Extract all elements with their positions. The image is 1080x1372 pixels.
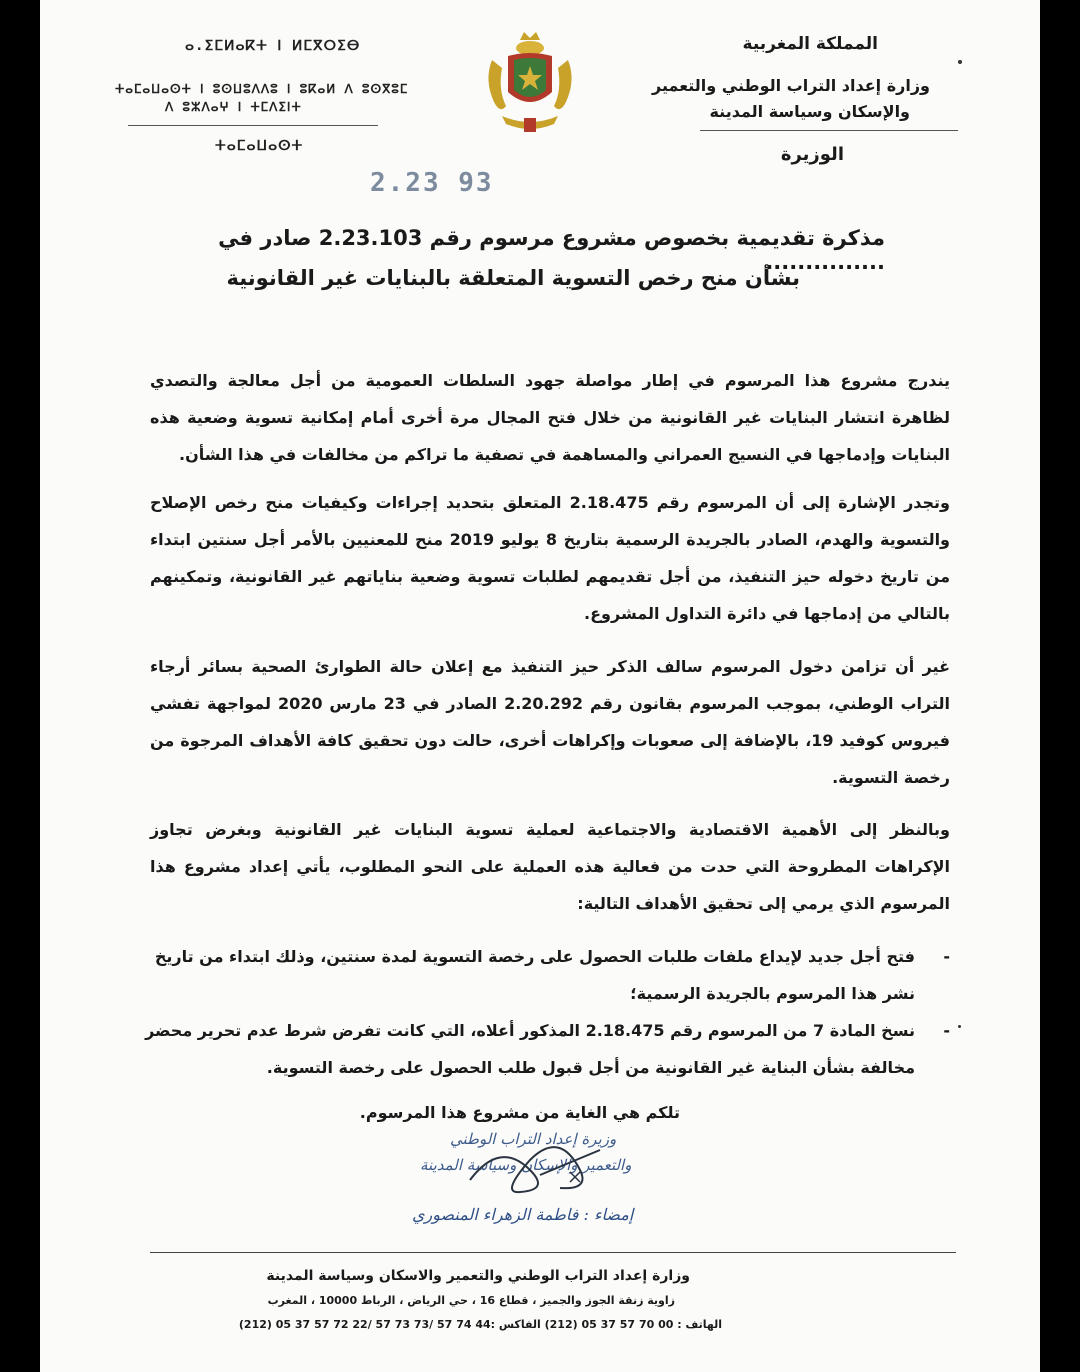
bullet-text: فتح أجل جديد لإيداع ملفات طلبات الحصول على رخصة التسوية لمدة سنتين، وذلك ابتداء من تاريخ نشر هذا المرسوم بالجريدة الرسمية؛ [154,947,915,1003]
coat-of-arms-icon [480,30,580,140]
footer-address: زاوية زنقة الجوز والجميز ، قطاع 16 ، حي الرياض ، الرباط 10000 ، المغرب [267,1294,675,1307]
document-title-line1: مذكرة تقديمية بخصوص مشروع مرسوم رقم 2.23.103 صادر في ............... [218,226,885,274]
paragraph-3: غير أن تزامن دخول المرسوم سالف الذكر حيز التنفيذ مع إعلان حالة الطوارئ الصحية بسائر أرجاء التراب الوطني، بموجب المرسوم بقانون رقم 2.20.292 الصادر في 23 مارس 2020 لمواجهة تفشي فيروس كوفيد 19، بالإضافة إلى صعوبات وإكراهات أخرى، حالت دون تحقيق كافة الأهداف المرجوة من رخصة التسوية. [150,657,951,787]
bullet-item-2 [140,1012,950,1086]
scan-speck [958,1025,961,1028]
closing-sentence: تلكم هي الغاية من مشروع هذا المرسوم. [359,1103,680,1122]
signer-name: إمضاء : فاطمة الزهراء المنصوري [412,1205,634,1224]
bullet-text: نسخ المادة 7 من المرسوم رقم 2.18.475 المذكور أعلاه، التي كانت تفرض شرط عدم تحرير محضر مخالفة بشأن البناية غير القانونية من أجل قبول طلب الحصول على رخصة التسوية. [145,1021,915,1077]
paragraph-1: يندرج مشروع هذا المرسوم في إطار مواصلة جهود السلطات العمومية من أجل معالجة والتصدي لظاهرة انتشار البنايات غير القانونية من خلال فتح المجال مرة أخرى أمام إمكانية تسوية وضعية هذه البنايات وإدماجها في النسيج العمراني والمساهمة في تصفية ما تراكم من مخالفات في هذا الشأن. [150,371,950,464]
header-tifinagh-kingdom: ⴰ.ⵉⵎⵍⴰⴽⵜ Ⅰ ⵍⵎⴳⵔⵉⴱ [185,38,361,54]
bullet-dash: - [943,947,950,966]
paragraph-4: وبالنظر إلى الأهمية الاقتصادية والاجتماعية لعملية تسوية البنايات غير القانونية وبغرض تجاوز الإكراهات المطروحة التي حدت من فعالية هذه العملية على النحو المطلوب، يأتي إعداد مشروع هذا المرسوم الذي يرمي إلى تحقيق الأهداف التالية: [150,820,950,913]
header-tifinagh-ministry-1: ⵜⴰⵎⴰⵡⴰⵙⵜ Ⅰ ⵓⵙⵡⵓⴷⴷⵓ ⵏ ⵓⴽⴰⵍ ⴷ ⵓⵙⴳⵓⵎ [115,82,409,96]
header-divider-left [128,125,378,126]
signature-stamp-line1: وزيرة إعداد التراب الوطني [450,1130,617,1148]
footer-divider [150,1252,956,1253]
reference-stamp: 2.23 93 [370,168,494,198]
scan-speck [958,60,962,64]
bullet-dash: - [943,1021,950,1040]
header-tifinagh-ministry-2: ⴷ ⵓⵣⴷⴰⵖ ⵏ ⵜⵎⴷⵉⵏⵜ [165,100,302,114]
handwritten-signature [440,1130,670,1210]
bullet-item-1 [140,938,950,1012]
header-tifinagh-minister: ⵜⴰⵎⴰⵡⴰⵙⵜ [215,138,304,154]
header-ministry-line1: وزارة إعداد التراب الوطني والتعمير [652,76,930,95]
header-ministry-line2: والإسكان وسياسة المدينة [709,102,910,121]
footer-ministry: وزارة إعداد التراب الوطني والتعمير والاسكان وسياسة المدينة [266,1268,690,1284]
header-minister: الوزيرة [780,144,844,165]
document-title-line2: بشأن منح رخص التسوية المتعلقة بالبنايات غير القانونية [226,266,800,290]
paragraph-2: وتجدر الإشارة إلى أن المرسوم رقم 2.18.475 المتعلق بتحديد إجراءات وكيفيات منح رخص الإصلاح والتسوية والهدم، الصادر بالجريدة الرسمية بتاريخ 8 يوليو 2019 منح للمعنيين بالأمر أجل سنتين ابتداء من تاريخ دخوله حيز التنفيذ، من أجل تقديمهم لطلبات تسوية وضعية بناياتهم غير القانونية، وتمكينهم بالتالي من إدماجها في دائرة التداول المشروع. [150,493,951,623]
document-page [40,0,1040,1372]
signature-stamp-line2: والتعمير والإسكان وسياسة المدينة [420,1156,632,1174]
header-divider-right [700,130,958,131]
header-kingdom: المملكة المغربية [742,34,878,54]
footer-phone-fax: الهاتف : 00 70 57 37 05 (212) الفاكس :44 74 57 /73 73 57 /22 72 57 37 05 (212) [238,1318,722,1331]
